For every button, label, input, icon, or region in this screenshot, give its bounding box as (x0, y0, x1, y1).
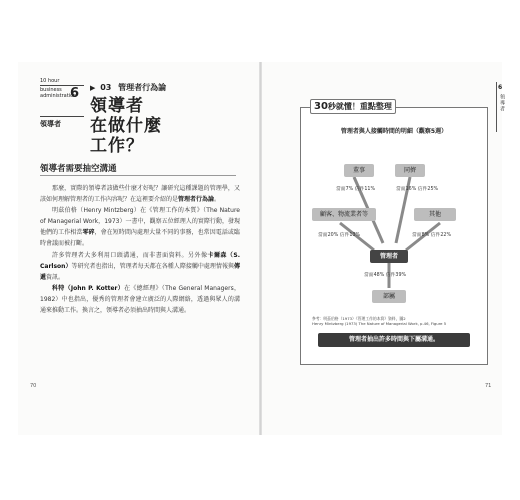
label-customer: 當面20% 信件13% (318, 233, 361, 238)
body-text (40, 183, 240, 316)
series-line: business (40, 87, 62, 93)
paragraph: 科特（John P. Kotter）在《總經理》（The General Managers，1982）中也指出，優秀的管理者會建立廣泛的人際網絡，透過與眾人的溝通來推動工作。換言之，領導者必須抽出時間與人溝通。 (40, 284, 240, 315)
paragraph: 明茲伯格（Henry Mintzberg）在《管理工作的本質》（The Nature of Managerial Work，1973）一書中，觀察五位經理人的實際行動，發現他們的工作相當零碎，會在短時間內處理大量不同的事務，也常因電話或臨時會議而被打斷。 (40, 207, 240, 248)
title-line: 領導者 (90, 96, 144, 116)
node-customer: 顧客、物流業者等 (312, 208, 376, 221)
triangle-icon: ▶ (90, 84, 96, 92)
series-line: 10 hour (40, 78, 60, 84)
takeaway-callout: 管理者抽出許多時間與下屬溝通。 (318, 333, 470, 347)
node-superior: 董事 (344, 164, 374, 177)
series-number: 6 (70, 86, 80, 101)
label-subordinate: 當面48% 信件39% (364, 273, 407, 278)
series-rule (40, 116, 84, 117)
chapter-label (90, 82, 166, 93)
badge-number: 30 (314, 101, 328, 112)
diagram-arrows (300, 140, 488, 315)
source-line: 參考：明茲伯格（1973）《管理工作的本質》資料，圖2 (312, 316, 406, 321)
side-tab-number: 6 (498, 84, 503, 91)
section-heading: 領導者需要抽空溝通 (40, 164, 117, 174)
side-tab-label: 領導者 (499, 94, 505, 112)
chapter-topic: 管理者行為論 (118, 83, 167, 92)
series-label (40, 78, 84, 84)
section-rule (40, 175, 236, 176)
title-line: 工作？ (90, 136, 144, 156)
chapter-number: 03 (100, 83, 112, 92)
paragraph: 那麼，實際的領導者該做些什麼才好呢？讓研究這種課題的管理學，又該如何理解管理者的工作內容呢？在這裡要介紹的是管理者行為論。 (40, 185, 240, 204)
page-number-left: 70 (30, 383, 37, 389)
label-superior: 當面7% 信件11% (336, 187, 376, 192)
node-peer: 同儕 (395, 164, 425, 177)
series-line: administration (40, 93, 77, 99)
node-manager: 管理者 (370, 250, 408, 263)
summary-badge (310, 99, 396, 114)
page-title (90, 96, 162, 156)
paragraph: 許多管理者大多利用口頭溝通，而非書面資料。另外像卡爾森（S. Carlson）等研究者也指出，管理者每天都在各種人際接觸中處理情報與傳遞資訊。 (40, 251, 240, 281)
label-peer: 當面16% 信件25% (396, 187, 439, 192)
label-other: 當面8% 信件22% (412, 233, 452, 238)
badge-text: 秒就懂！重點整理 (327, 102, 392, 111)
node-other: 其他 (414, 208, 456, 221)
diagram-title: 管理者與人接觸時間的明細（觀察5週） (340, 128, 448, 135)
page-number-right: 71 (485, 383, 492, 389)
source-line: Henry Mintzberg (1973) The Nature of Managerial Work, p.46, Figure 5 (312, 321, 447, 326)
source-note (312, 316, 482, 326)
series-subtitle: 領導者 (40, 120, 61, 128)
title-line: 在做什麼 (90, 116, 162, 136)
node-subordinate: 部屬 (372, 290, 406, 303)
